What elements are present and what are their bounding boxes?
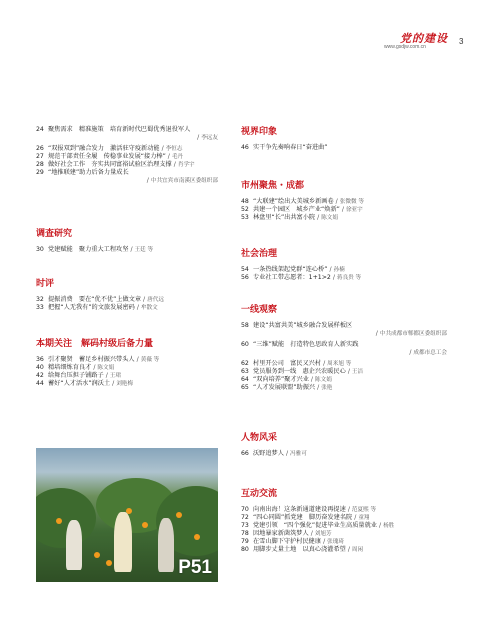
author-separator: / — [130, 246, 133, 253]
toc-entry-author: 成都市总工会 — [413, 350, 447, 356]
toc-page-number: 48 — [241, 198, 249, 205]
toc-entry-author-line[interactable] — [241, 349, 447, 357]
toc-page-number: 64 — [241, 376, 249, 383]
author-separator: / — [136, 356, 139, 363]
toc-page-number: 27 — [36, 153, 44, 160]
toc-entry-title: 在雪山脚下守护村民健康 — [253, 538, 322, 545]
toc-entry-author: 童翔 — [358, 515, 370, 521]
toc-entry[interactable] — [36, 161, 218, 169]
toc-entry[interactable] — [241, 538, 447, 546]
toc-entry[interactable] — [241, 198, 447, 206]
toc-entry-author: 王廷 等 — [134, 247, 154, 253]
orange-fruit — [106, 560, 112, 566]
person-figure — [66, 520, 82, 570]
toc-page-number: 40 — [36, 364, 44, 371]
author-separator: / — [375, 330, 378, 337]
toc-entry-title: 实干争先奏响春日“奋进曲” — [253, 144, 328, 151]
author-separator: / — [197, 134, 200, 141]
author-separator: / — [167, 153, 170, 160]
toc-entry-author: 肖学宇 — [177, 162, 195, 168]
toc-entry-title: “四心同圆”抓党建 脚历奋发建名院 — [253, 514, 353, 521]
toc-page-number: 63 — [241, 368, 249, 375]
toc-entry[interactable] — [241, 274, 447, 282]
toc-entry-title: “人才发展联盟”助振兴 — [253, 384, 316, 391]
toc-entry-author: 张瑰琦 — [327, 539, 344, 545]
toc-entry-author: 李远友 — [201, 135, 218, 141]
author-separator: / — [93, 364, 96, 371]
author-separator: / — [335, 198, 338, 205]
toc-entry-title: “大联建”绘出大美城乡新画卷 — [253, 198, 334, 205]
orange-fruit — [142, 522, 148, 528]
toc-page-number: 60 — [241, 341, 249, 348]
section-title-feature: 本期关注 解码村级后备力量 — [36, 339, 154, 349]
author-separator: / — [347, 368, 350, 375]
toc-entry[interactable] — [36, 364, 218, 372]
toc-page-number: 66 — [241, 450, 249, 457]
toc-entry-author: 毛丹 — [171, 154, 184, 160]
author-separator: / — [310, 530, 313, 537]
toc-entry-author: 蒋良贵 等 — [336, 275, 362, 281]
toc-entry-title: 村里开公司 富民又兴村 — [253, 360, 322, 367]
toc-entry[interactable] — [241, 360, 447, 368]
toc-page-number: 46 — [241, 144, 249, 151]
toc-page-number: 70 — [241, 506, 249, 513]
toc-page-number: 29 — [36, 169, 44, 176]
toc-entry-title: 林盘里“长”出共富小院 — [253, 214, 316, 221]
toc-section-frontline — [241, 304, 447, 392]
section-title-city: 市州聚焦・成都 — [241, 181, 305, 191]
toc-entry-title: “三维”赋能 打造特色思政育人新实践 — [253, 341, 359, 348]
toc-entry-title: 向南出海！这条新通道建设再提速 — [253, 506, 346, 513]
orange-fruit — [194, 534, 200, 540]
orange-fruit — [94, 552, 100, 558]
toc-entry-author: 刘艳梅 — [116, 381, 133, 387]
toc-entry-author: 杨胜 — [383, 523, 395, 529]
toc-entry[interactable] — [241, 341, 447, 349]
toc-page-number: 58 — [241, 322, 249, 329]
section-title-research: 调查研究 — [36, 229, 73, 239]
toc-entry-title: 沃野追梦人 — [253, 450, 284, 457]
toc-page-number: 33 — [36, 304, 44, 311]
toc-section-feature — [36, 338, 218, 388]
toc-entry-author: 王珺 — [109, 373, 121, 379]
toc-entry-title: 蓄好“人才活水”润沃土 — [48, 380, 111, 387]
toc-entry[interactable] — [241, 384, 447, 392]
author-separator: / — [341, 206, 344, 213]
toc-page-number: 79 — [241, 538, 249, 545]
toc-page-number: 44 — [36, 380, 44, 387]
toc-entry-author: 陈文娟 — [315, 377, 332, 383]
author-separator: / — [378, 522, 382, 529]
toc-page-number: 30 — [36, 246, 44, 253]
toc-entry[interactable] — [36, 296, 218, 304]
toc-entry-title: 党建引领 “四个强化”促进毕业生高质量就业 — [253, 522, 377, 529]
toc-entry[interactable] — [36, 153, 218, 161]
section-title-frontline: 一线观察 — [241, 305, 278, 315]
author-separator: / — [332, 274, 335, 281]
toc-entry-title: 建设“共富共美”城乡融合发展样板区 — [253, 322, 353, 329]
toc-entry-title: 规范干部责任全履 传稳事业发展“接力棒” — [48, 153, 166, 160]
author-separator: / — [409, 349, 412, 356]
toc-entry[interactable] — [36, 356, 218, 364]
author-separator: / — [161, 145, 164, 152]
section-title-governance: 社会治理 — [241, 249, 278, 259]
orange-fruit — [56, 518, 62, 524]
toc-entry-author: 黄薇 等 — [140, 357, 160, 363]
photo-page-label: P51 — [178, 557, 212, 578]
toc-entry-author: 李恒志 — [165, 146, 183, 152]
author-separator: / — [173, 161, 176, 168]
toc-entry-author: 陈文娟 — [321, 215, 338, 221]
toc-entry[interactable] — [241, 206, 447, 214]
feature-photo[interactable] — [36, 448, 218, 582]
author-separator: / — [310, 376, 314, 383]
author-separator: / — [329, 266, 332, 273]
toc-entry-title: 精培细炼育良才 — [48, 364, 92, 371]
toc-section-people — [241, 432, 447, 458]
toc-entry-title: 做好社会工作 夯实共同富裕试验区治理支撑 — [48, 161, 172, 168]
section-title-people: 人物风采 — [241, 433, 278, 443]
page-number: 3 — [459, 37, 464, 46]
toc-entry-author: 牟散文 — [140, 305, 158, 311]
author-separator: / — [105, 372, 108, 379]
toc-entry-author: 周闲 — [351, 547, 364, 553]
toc-entry[interactable] — [36, 380, 218, 388]
toc-entry-author: 刘旭芳 — [314, 531, 332, 537]
toc-entry-author: 张微微 等 — [339, 199, 364, 205]
toc-entry-title: “双向培养”聚才兴业 — [253, 376, 309, 383]
toc-entry-title: “双报双到”融合发力 激活驻守疫新动能 — [48, 145, 160, 152]
section-title-commentary: 时评 — [36, 279, 55, 289]
toc-page-number: 24 — [36, 126, 44, 133]
toc-entry-title: 提振消费 要在“优不优”上做文章 — [48, 296, 142, 303]
toc-entry[interactable] — [241, 450, 447, 458]
toc-section-city — [241, 180, 447, 222]
orange-fruit — [176, 512, 182, 518]
toc-page-number: 72 — [241, 514, 249, 521]
toc-section-governance — [241, 248, 447, 282]
toc-entry-author: 冯雅可 — [290, 451, 307, 457]
toc-entry[interactable] — [241, 376, 447, 384]
toc-entry-title: 聚焦需求 精准施策 培育新时代巴蜀优秀退役军人 — [48, 126, 191, 133]
toc-entry-title: 专业社工带志愿者：1+1>2 — [253, 274, 331, 281]
author-separator: / — [317, 384, 320, 391]
magazine-logo: 党的建设 — [400, 32, 448, 45]
toc-entry-title: 因地暴家新菌筑梦人 — [253, 530, 309, 537]
toc-entry-author: 唐代远 — [147, 297, 164, 303]
toc-page-number: 54 — [241, 266, 249, 273]
toc-page-number: 26 — [36, 145, 44, 152]
author-separator: / — [143, 296, 146, 303]
section-title-style: 视界印象 — [241, 127, 278, 137]
toc-entry[interactable] — [241, 530, 447, 538]
author-separator: / — [112, 380, 115, 387]
toc-entry-author-line[interactable] — [36, 177, 218, 185]
toc-entry-title: “地推联建”助力后备力量成长 — [48, 169, 129, 176]
toc-section-top — [36, 126, 218, 188]
author-separator: / — [136, 304, 139, 311]
toc-entry-author-line[interactable] — [36, 134, 218, 142]
toc-page-number: 78 — [241, 530, 249, 537]
toc-page-number: 42 — [36, 372, 44, 379]
author-separator: / — [317, 214, 320, 221]
toc-entry[interactable] — [36, 145, 218, 153]
toc-entry[interactable] — [241, 322, 447, 330]
toc-entry-title: 党员服务到一线 惠企兴农暖民心 — [253, 368, 346, 375]
author-separator: / — [285, 450, 289, 457]
toc-entry[interactable] — [241, 144, 447, 152]
toc-page-number: 56 — [241, 274, 249, 281]
site-url[interactable]: www.gsdjw.com.cn — [384, 44, 426, 50]
author-separator: / — [354, 514, 357, 521]
toc-entry-author: 张艳 — [321, 385, 333, 391]
toc-entry-title: 一条热线架起党群“连心桥” — [253, 266, 328, 273]
toc-entry-author: 孙楠 — [333, 267, 345, 273]
toc-entry[interactable] — [36, 372, 218, 380]
toc-entry[interactable] — [241, 368, 447, 376]
toc-entry[interactable] — [241, 506, 447, 514]
toc-page-number: 52 — [241, 206, 249, 213]
toc-entry-author: 陈文娟 — [97, 365, 115, 371]
toc-entry-author-line[interactable] — [241, 330, 447, 338]
toc-entry-title: 用脚步丈量土地 以真心浇灌希望 — [253, 546, 346, 553]
toc-page-number: 36 — [36, 356, 44, 363]
toc-entry-title: 引才聚贤 蓄足乡村振兴带头人 — [48, 356, 135, 363]
toc-entry-title: 给舞台压担子铺路子 — [48, 372, 104, 379]
toc-page-number: 32 — [36, 296, 44, 303]
toc-entry-title: 共建一个园区 城乡产业“焕新” — [253, 206, 340, 213]
toc-entry-author: 徐亚宇 — [345, 207, 363, 213]
section-title-exchange: 互动交流 — [241, 489, 278, 499]
author-separator: / — [323, 538, 326, 545]
author-separator: / — [323, 360, 326, 367]
toc-entry[interactable] — [36, 126, 218, 134]
author-separator: / — [347, 546, 350, 553]
author-separator: / — [146, 177, 149, 184]
toc-entry-author: 范夏熙 等 — [351, 507, 377, 513]
toc-page-number: 62 — [241, 360, 249, 367]
toc-entry[interactable] — [36, 246, 218, 254]
toc-page-number: 28 — [36, 161, 44, 168]
toc-entry[interactable] — [241, 266, 447, 274]
person-figure — [158, 518, 174, 572]
person-figure — [114, 512, 132, 572]
toc-entry[interactable] — [241, 522, 447, 530]
toc-entry-title: 把握“人无我有”的文旅发展密码 — [48, 304, 135, 311]
toc-entry-author: 中共宜宾市南溪区委组织部 — [150, 178, 218, 184]
toc-entry-author: 王洁 — [351, 369, 364, 375]
toc-section-style — [241, 126, 447, 152]
toc-entry-author: 周米旭 等 — [327, 361, 352, 367]
toc-entry[interactable] — [241, 514, 447, 522]
toc-page-number: 53 — [241, 214, 249, 221]
toc-page-number: 65 — [241, 384, 249, 391]
author-separator: / — [347, 506, 350, 513]
toc-section-exchange — [241, 488, 447, 554]
toc-right-column — [241, 0, 447, 640]
toc-page-number: 73 — [241, 522, 249, 529]
toc-page-number: 80 — [241, 546, 249, 553]
toc-entry[interactable] — [36, 304, 218, 312]
toc-entry[interactable] — [241, 546, 447, 554]
toc-entry-author: 中共成都市郫都区委组织部 — [379, 331, 447, 337]
toc-entry-title: 党建赋能 聚力重大工程攻坚 — [48, 246, 129, 253]
toc-entry[interactable] — [36, 169, 218, 177]
toc-entry[interactable] — [241, 214, 447, 222]
toc-section-research — [36, 228, 218, 254]
toc-section-commentary — [36, 278, 218, 312]
